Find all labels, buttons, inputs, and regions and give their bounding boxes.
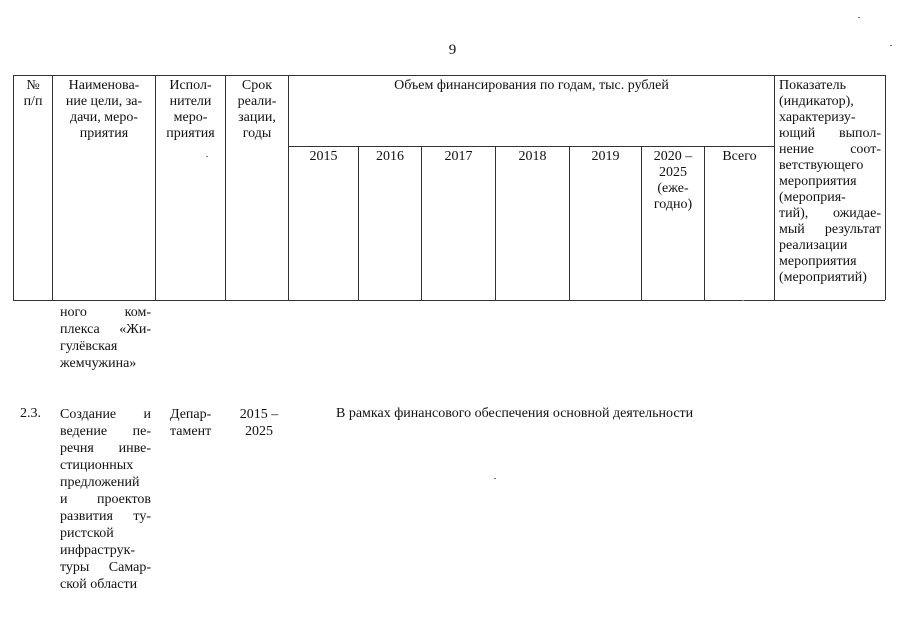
page-number: 9 xyxy=(448,42,457,58)
header-year-2019: 2019 xyxy=(591,149,620,164)
continued-row-name: ного ком- плекса «Жи- гулёвская жемчужина» xyxy=(60,305,151,371)
header-year-range: 2020 – 2025 (еже- годно) xyxy=(653,149,693,212)
scan-speck xyxy=(858,17,860,18)
header-indicator: Показатель (индикатор), характеризу- ющий выпол- нение соот- ветствующего мероприятия (мероприя- тий), ожидае- мый результат реализации мероприятия (мероприятий) xyxy=(779,78,881,285)
col-border xyxy=(774,75,775,300)
table-top-border xyxy=(13,75,885,76)
row-2-3-term: 2015 – 2025 xyxy=(239,407,279,439)
scan-speck xyxy=(742,300,744,301)
col-border xyxy=(569,146,570,300)
header-num: № п/п xyxy=(23,78,43,109)
row-2-3-name: Создание и ведение пе- речня инве- стиционных предложений и проектов развития ту- ристской инфраструк- туры Самар- ской области xyxy=(60,407,151,592)
header-term: Срок реали- зации, годы xyxy=(237,78,277,141)
header-total: Всего xyxy=(722,149,757,164)
row-2-3-num: 2.3. xyxy=(20,406,41,421)
col-border xyxy=(495,146,496,300)
scan-speck xyxy=(890,45,892,46)
row-2-3-executor: Депар- тамент xyxy=(170,407,212,439)
col-border xyxy=(704,146,705,300)
col-border xyxy=(358,146,359,300)
col-border xyxy=(288,75,289,300)
years-row-border xyxy=(288,146,774,147)
header-year-2016: 2016 xyxy=(376,149,404,164)
col-border xyxy=(885,75,886,300)
header-year-2018: 2018 xyxy=(518,149,547,164)
scan-speck xyxy=(206,156,208,157)
header-executor: Испол- нители меро- приятия xyxy=(166,78,215,141)
header-year-2015: 2015 xyxy=(309,149,338,164)
col-border xyxy=(421,146,422,300)
scan-speck xyxy=(494,478,496,479)
header-name: Наименова- ние цели, за- дачи, меро- приятия xyxy=(65,78,143,141)
row-2-3-funding-note: В рамках финансового обеспечения основной деятельности xyxy=(336,406,694,421)
header-funding: Объем финансирования по годам, тыс. рублей xyxy=(394,78,669,93)
table-bottom-border xyxy=(13,300,885,301)
header-year-2017: 2017 xyxy=(444,149,473,164)
